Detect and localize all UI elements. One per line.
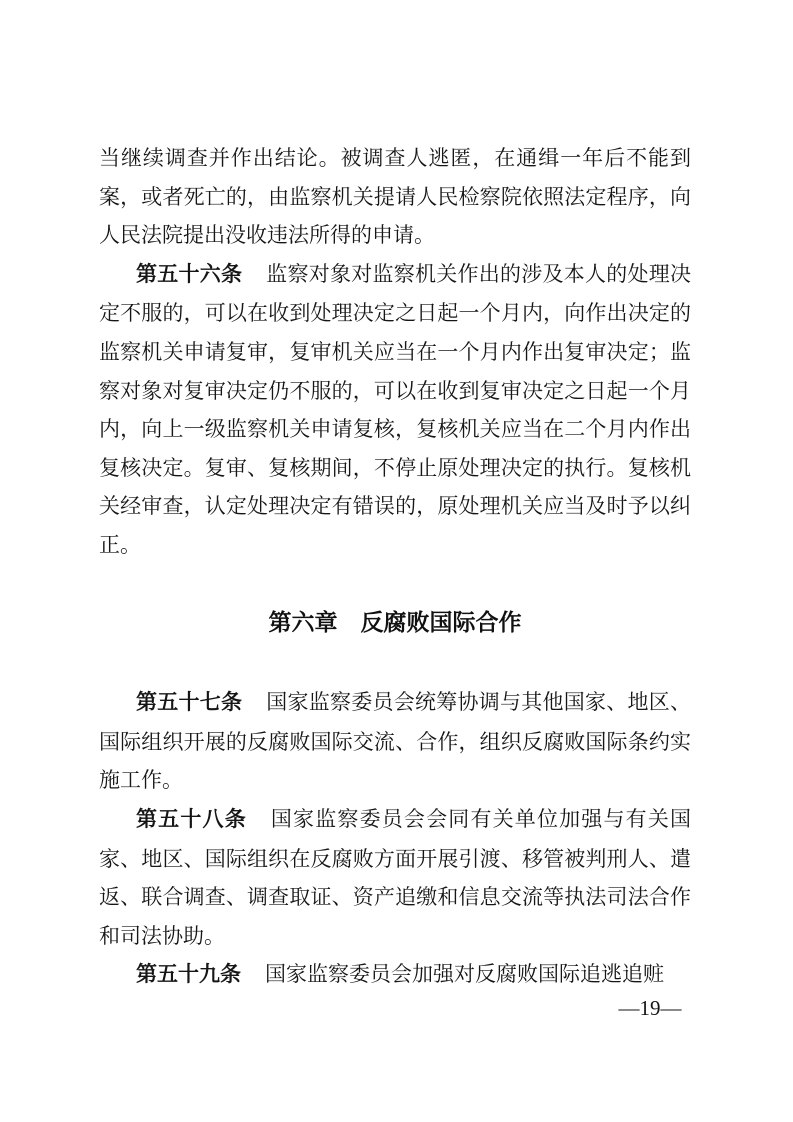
paragraph-continuation-text: 当继续调查并作出结论。被调查人逃匿，在通缉一年后不能到案，或者死亡的，由监察机关提请人民检察院依照法定程序，向人民法院提出没收违法所得的申请。 — [99, 146, 691, 248]
paragraph-continuation — [99, 139, 691, 255]
document-content — [99, 139, 691, 995]
article-58-number: 第五十八条 — [136, 807, 247, 831]
article-58-paragraph — [99, 800, 691, 955]
chapter-heading: 第六章 反腐败国际合作 — [268, 608, 522, 635]
article-57-paragraph — [99, 683, 691, 800]
article-59-text: 国家监察委员会加强对反腐败国际追逃追赃 — [265, 962, 664, 987]
page-number: —19— — [618, 996, 682, 1020]
article-56-paragraph — [99, 255, 691, 565]
article-58-text: 国家监察委员会会同有关单位加强与有关国家、地区、国际组织在反腐败方面开展引渡、移管被判刑人、遣返、联合调查、调查取证、资产追缴和信息交流等执法司法合作和司法协助。 — [99, 806, 692, 948]
article-57-number: 第五十七条 — [136, 691, 243, 715]
article-56-number: 第五十六条 — [136, 262, 243, 286]
article-56-text: 监察对象对监察机关作出的涉及本人的处理决定不服的，可以在收到处理决定之日起一个月内，向作出决定的监察机关申请复审，复审机关应当在一个月内作出复审决定；监察对象对复审决定仍不服的，可以在收到复审决定之日起一个月内，向上一级监察机关申请复核，复核机关应当在二个月内作出复核决定。复审、复核期间，不停止原处理决定的执行。复核机关经审查，认定处理决定有错误的，原处理机关应当及时予以纠正。 — [99, 261, 691, 557]
article-59-number: 第五十九条 — [136, 963, 241, 987]
article-57-text: 国家监察委员会统筹协调与其他国家、地区、国际组织开展的反腐败国际交流、合作，组织反腐败国际条约实施工作。 — [99, 690, 691, 793]
article-59-paragraph — [99, 955, 691, 995]
